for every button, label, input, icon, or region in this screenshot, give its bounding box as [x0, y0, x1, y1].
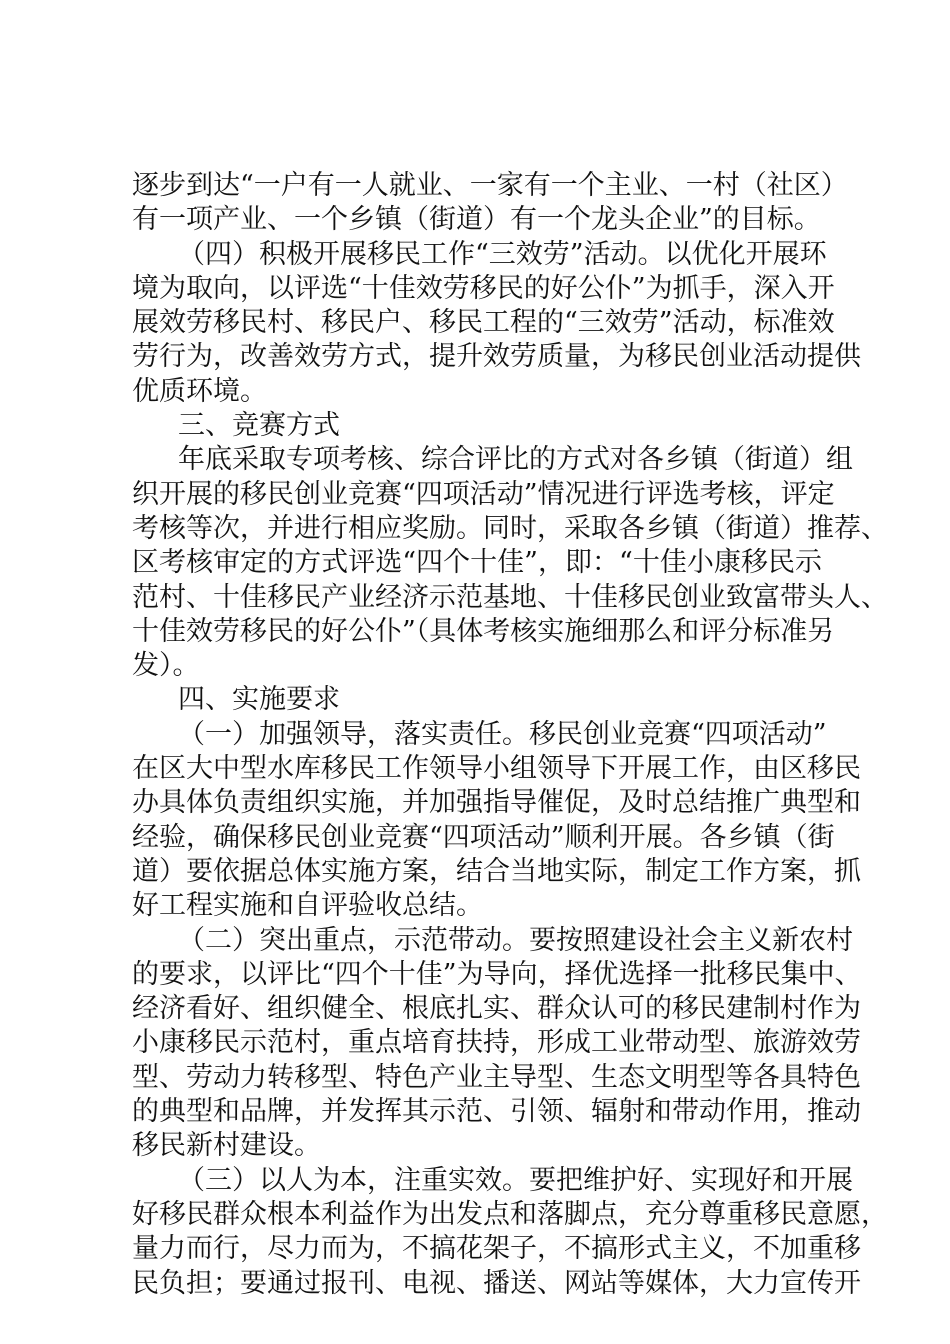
text-line: 境为取向，以评选“十佳效劳移民的好公仆”为抓手，深入开: [132, 272, 835, 304]
text-line: 好工程实施和自评验收总结。: [132, 890, 483, 922]
text-line: 办具体负责组织实施，并加强指导催促，及时总结推广典型和: [132, 787, 861, 819]
text-line: 好移民群众根本利益作为出发点和落脚点，充分尊重移民意愿，: [132, 1198, 888, 1230]
text-line: 范村、十佳移民产业经济示范基地、十佳移民创业致富带头人、: [132, 581, 888, 613]
text-line: 四、实施要求: [178, 684, 340, 716]
text-line: （一）加强领导，落实责任。移民创业竞赛“四项活动”: [178, 718, 827, 750]
text-line: 十佳效劳移民的好公仆”（具体考核实施细那么和评分标准另: [132, 615, 835, 647]
text-line: 劳行为，改善效劳方式，提升效劳质量，为移民创业活动提供: [132, 341, 861, 373]
text-line: 展效劳移民村、移民户、移民工程的“三效劳”活动，标准效: [132, 307, 835, 339]
text-line: 发）。: [132, 650, 200, 682]
text-line: （四）积极开展移民工作“三效劳”活动。以优化开展环: [178, 238, 827, 270]
text-line: 移民新村建设。: [132, 1130, 321, 1162]
text-line: 区考核审定的方式评选“四个十佳”，即：“十佳小康移民示: [132, 547, 822, 579]
text-line: 民负担；要通过报刊、电视、播送、网站等媒体，大力宣传开: [132, 1267, 861, 1299]
text-line: 量力而行，尽力而为，不搞花架子，不搞形式主义，不加重移: [132, 1233, 861, 1265]
text-line: 逐步到达“一户有一人就业、一家有一个主业、一村（社区）: [132, 170, 848, 201]
text-line: 经济看好、组织健全、根底扎实、群众认可的移民建制村作为: [132, 993, 861, 1025]
text-line: 道）要依据总体实施方案，结合当地实际，制定工作方案，抓: [132, 855, 861, 887]
text-line: 型、劳动力转移型、特色产业主导型、生态文明型等各具特色: [132, 1061, 861, 1093]
text-line: 织开展的移民创业竞赛“四项活动”情况进行评选考核，评定: [132, 478, 835, 510]
text-line: 三、竞赛方式: [178, 410, 340, 442]
text-line: 年底采取专项考核、综合评比的方式对各乡镇（街道）组: [178, 444, 853, 476]
text-line: 优质环境。: [132, 375, 267, 407]
text-line: 小康移民示范村，重点培育扶持，形成工业带动型、旅游效劳: [132, 1027, 861, 1059]
text-line: （三）以人为本，注重实效。要把维护好、实现好和开展: [178, 1164, 853, 1196]
document-body: [132, 169, 888, 1301]
text-line: 的要求，以评比“四个十佳”为导向，择优选择一批移民集中、: [132, 958, 862, 990]
text-line: 的典型和品牌，并发挥其示范、引领、辐射和带动作用，推动: [132, 1096, 861, 1128]
text-line: 在区大中型水库移民工作领导小组领导下开展工作，由区移民: [132, 753, 861, 785]
text-line: （二）突出重点，示范带动。要按照建设社会主义新农村: [178, 924, 853, 956]
text-line: 有一项产业、一个乡镇（街道）有一个龙头企业”的目标。: [132, 204, 821, 236]
text-line: 经验，确保移民创业竞赛“四项活动”顺利开展。各乡镇（街: [132, 821, 835, 853]
text-line: 考核等次，并进行相应奖励。同时，采取各乡镇（街道）推荐、: [132, 512, 888, 544]
